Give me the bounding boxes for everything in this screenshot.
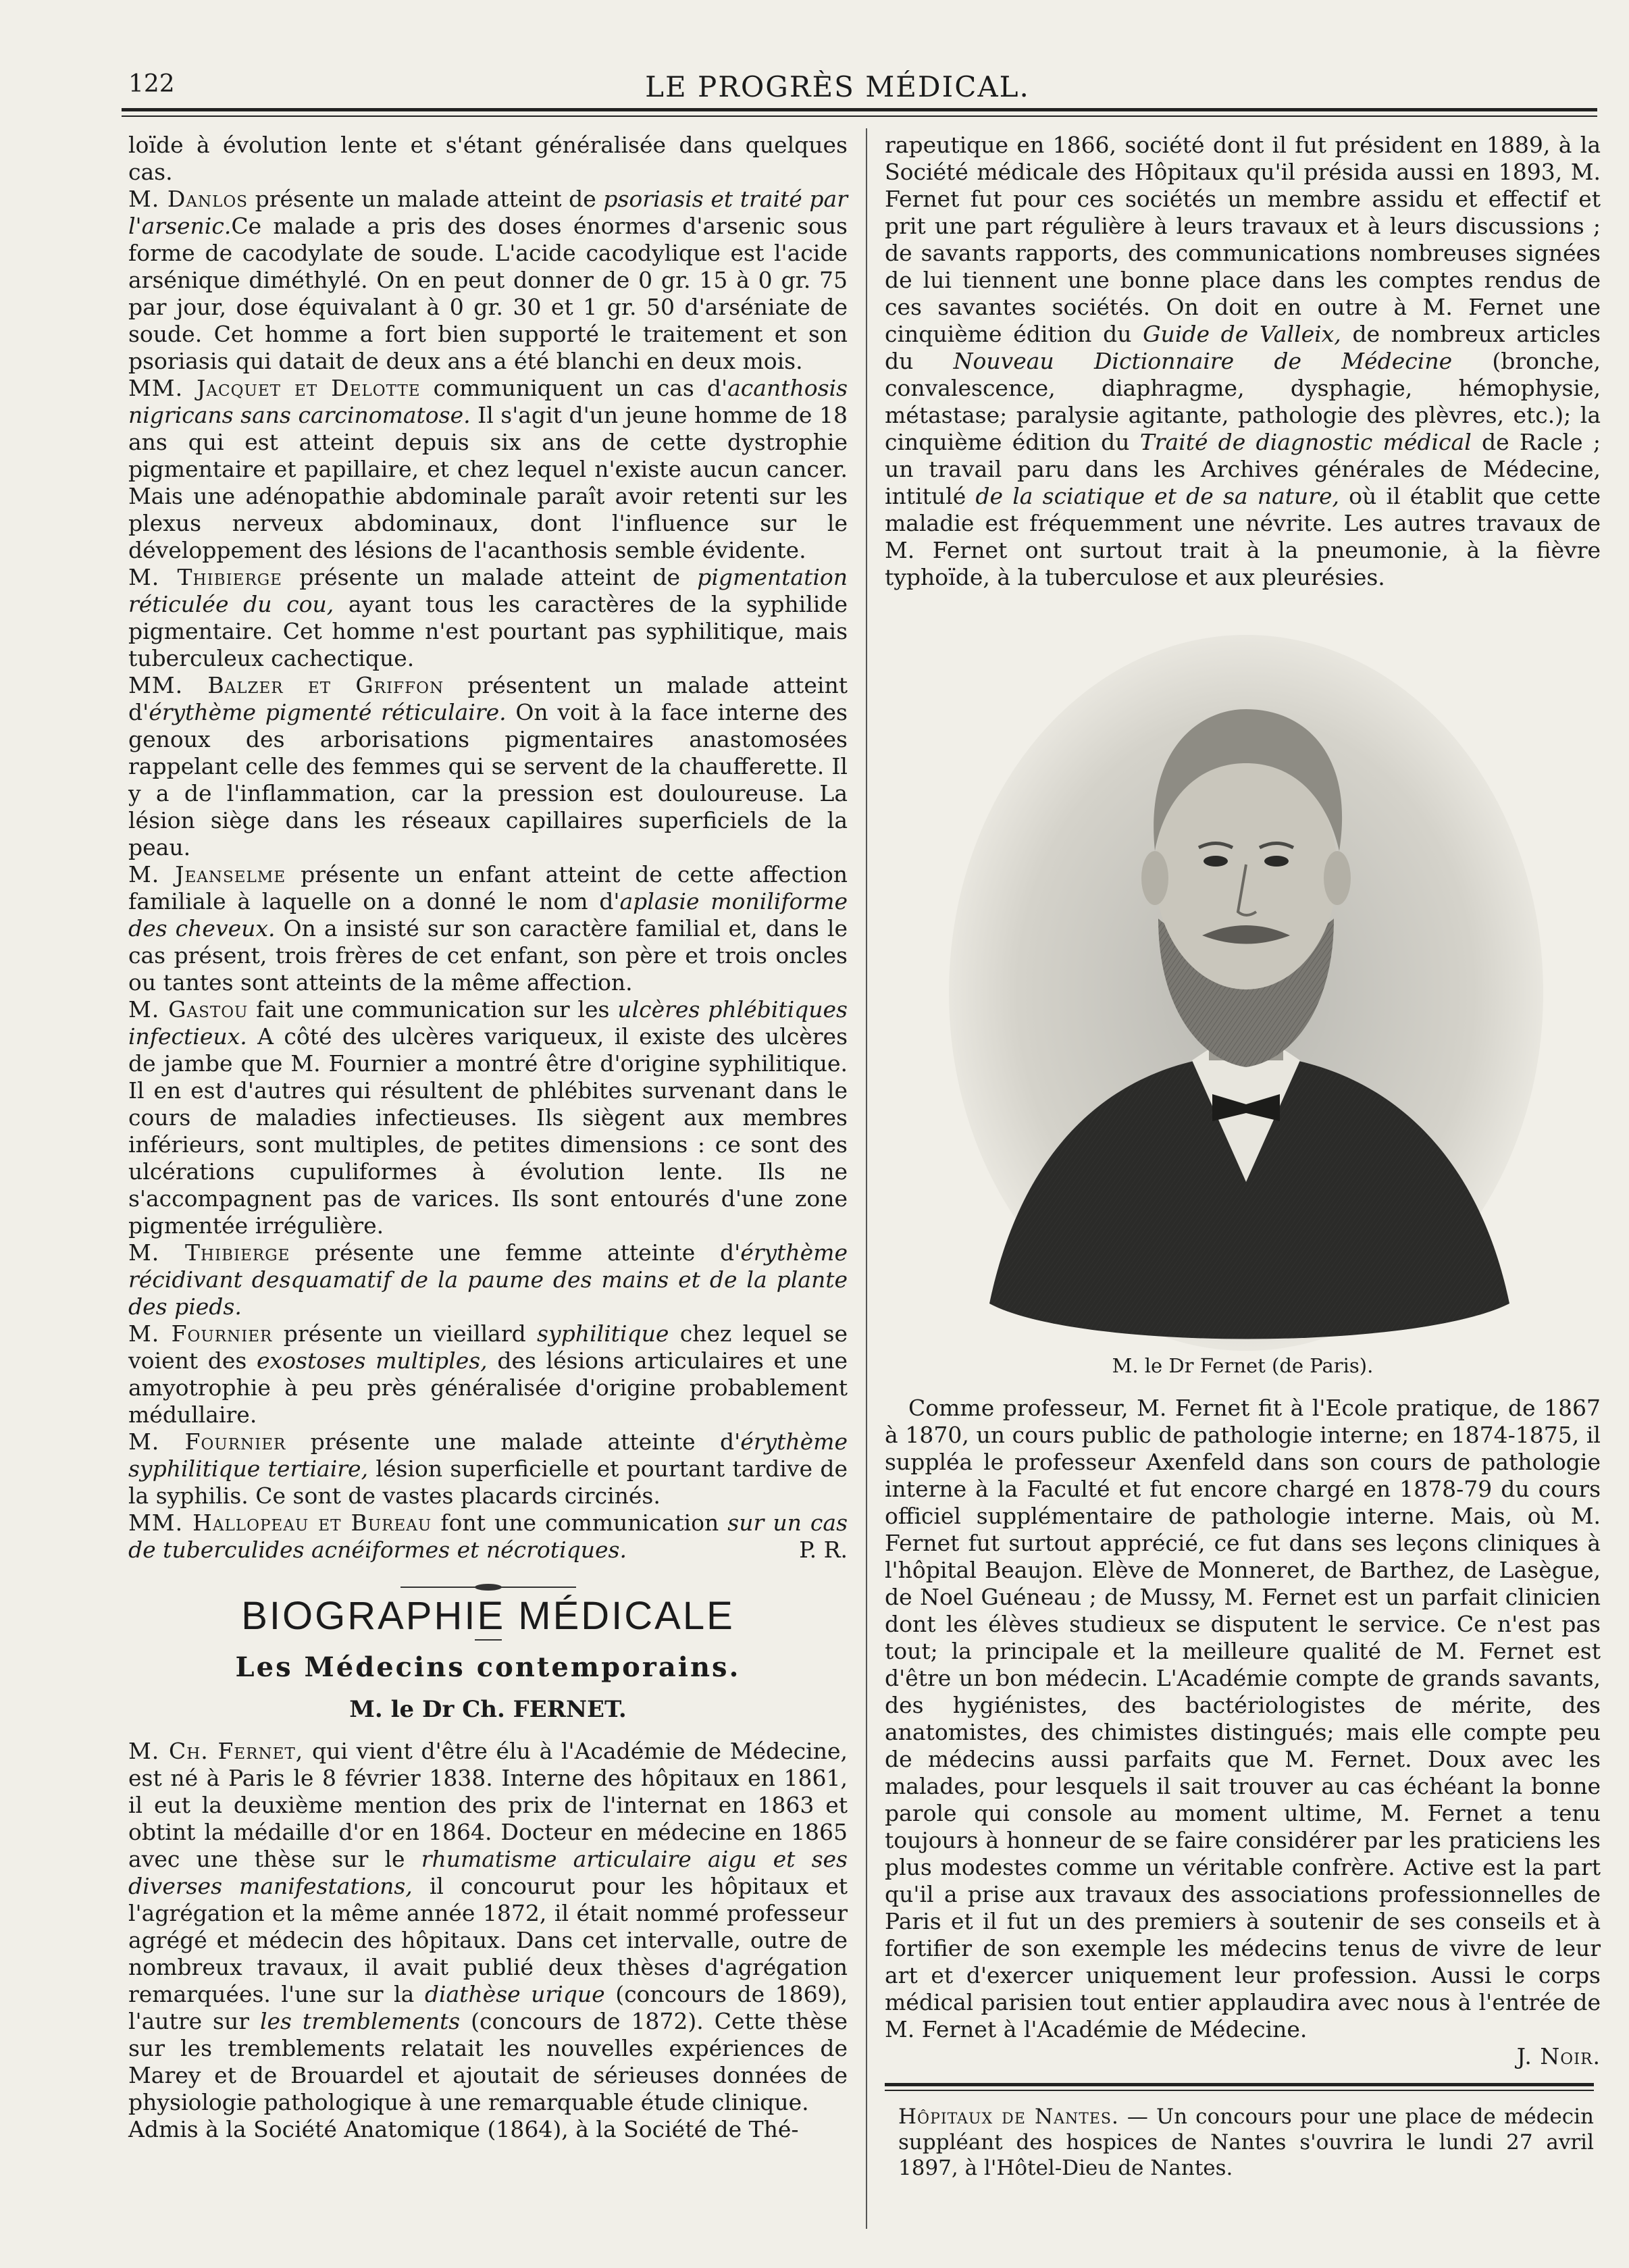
text: ayant tous les caractères de la syphilide pigmentaire. Cet homme n'est pourtant pas syphilitique, mais tuberculeux cachectique.	[128, 591, 848, 671]
text: Ce malade a pris des doses énormes d'arsenic sous forme de cacodylate de soude. L'acide cacodylique est l'acide arsénique diméthylé. On en peut donner de 0 gr. 15 à 0 gr. 75 par jour, dose équivalant à 0 gr. 30 et 1 gr. 50 d'arséniate de soude. Cet homme a fort bien supporté le traitement et son psoriasis qui datait de deux ans a été blanchi en deux mois.	[128, 213, 848, 374]
text: Il s'agit d'un jeune homme de 18 ans qui est atteint depuis six ans de cette dystrophie pigmentaire et papillaire, et chez lequel n'existe aucun cancer. Mais une adénopathie abdominale paraît avoir retenti sur les plexus nerveux abdominaux, dont l'influence sur le développement des lésions de l'acanthosis semble évidente.	[128, 402, 848, 563]
italic-text: diathèse urique	[424, 1981, 605, 2007]
paragraph-danlos	[128, 186, 848, 375]
section-title: BIOGRAPHIE MÉDICALE	[241, 1594, 735, 1638]
author-name: M. Fournier	[128, 1428, 286, 1455]
italic-text: rhumatisme articulaire aigu et ses diverses manifestations,	[128, 1846, 848, 1899]
italic-text: érythème syphilitique tertiaire,	[128, 1428, 848, 1482]
paragraph-jeanselme	[128, 861, 848, 996]
text: présente une femme atteinte d'	[290, 1239, 741, 1266]
italic-text: érythème pigmenté réticulaire.	[149, 699, 507, 725]
text: présente un malade atteint de	[282, 564, 698, 590]
text: de Racle ; un travail paru dans les Archives générales de Médecine, intitulé	[885, 429, 1601, 509]
header-rule-thin	[122, 115, 1597, 117]
news-text: — Un concours pour une place de médecin suppléant des hospices de Nantes s'ouvrira le lundi 27 avril 1897, à l'Hôtel-Dieu de Nantes.	[898, 2105, 1594, 2180]
italic-text: les tremblements	[259, 2008, 461, 2034]
italic-text: syphilitique	[537, 1320, 669, 1347]
right-column-top	[885, 132, 1601, 591]
text: A côté des ulcères variqueux, il existe des ulcères de jambe que M. Fournier a montré être d'origine syphilitique. Il en est d'autres qui résultent de phlébites survenant dans le cours de maladies infectieuses. Ils siègent aux membres inférieurs, sont multiples, de petites dimensions : ce sont des ulcérations cupuliformes à évolution lente. Ils ne s'accompagnent pas de varices. Ils sont entourés d'une zone pigmentée irrégulière.	[128, 1023, 848, 1239]
italic-text: érythème récidivant desquamatif de la paume des mains et de la plante des pieds.	[128, 1239, 848, 1320]
author-name: M. Jeanselme	[128, 861, 286, 887]
text: lésion superficielle et pourtant tardive de la syphilis. Ce sont de vastes placards circinés.	[128, 1455, 848, 1509]
author-name: M. Danlos	[128, 186, 248, 212]
text: où il établit que cette maladie est fréquemment une névrite. Les autres travaux de M. Fernet ont surtout trait à la pneumonie, à la fièvre typhoïde, à la tuberculose et aux pleurésies.	[885, 483, 1601, 590]
text: présente une malade atteinte d'	[286, 1428, 741, 1455]
italic-text: de la sciatique et de sa nature,	[975, 483, 1339, 509]
news-item-nantes	[898, 2104, 1594, 2181]
text: (bronche, convalescence, diaphragme, dysphagie, hémophysie, métastase; paralysie agitante, pathologie des plèvres, etc.); la cinquième édition du	[885, 348, 1601, 455]
text: On a insisté sur son caractère familial et, dans le cas présent, trois frères de cet enfant, son père et trois oncles ou tantes sont atteints de la même affection.	[128, 915, 848, 996]
portrait-engraving	[942, 628, 1550, 1358]
portrait-illustration	[942, 628, 1550, 1358]
text: présente un vieillard	[272, 1320, 538, 1347]
author-name: M. Thibierge	[128, 564, 282, 590]
news-rule-thin	[885, 2090, 1594, 2091]
paragraph-thibierge-2	[128, 1239, 848, 1320]
paragraph-biography	[128, 1738, 848, 2116]
author-name: MM. Balzer et Griffon	[128, 672, 444, 698]
text: (concours de 1872). Cette thèse sur les tremblements relatait les nouvelles expériences de Marey et de Brouardel et ajoutait de sérieuses données de physiologie pathologique à une remarquable étude clinique.	[128, 2008, 848, 2115]
paragraph-gastou	[128, 996, 848, 1239]
article-subtitle: Les Médecins contemporains.	[235, 1651, 741, 1683]
text: (concours de 1869), l'autre sur	[128, 1981, 848, 2034]
text: présente un enfant atteint de cette affection familiale à laquelle on a donné le nom d'	[128, 861, 848, 914]
portrait-caption: M. le Dr Fernet (de Paris).	[1112, 1354, 1374, 1377]
paragraph-fournier-2	[128, 1428, 848, 1510]
italic-text: pigmentation réticulée du cou,	[128, 564, 848, 617]
text: de nombreux articles du	[885, 321, 1601, 374]
italic-text: sur un cas de tuberculides acnéiformes et nécrotiques.	[128, 1510, 848, 1563]
article-heading: M. le Dr Ch. FERNET.	[349, 1696, 627, 1723]
news-rule	[885, 2083, 1594, 2086]
italic-text: psoriasis et traité par l'arsenic.	[128, 186, 848, 239]
text: présente un malade atteint de	[247, 186, 604, 212]
paragraph-continuation: loïde à évolution lente et s'étant généralisée dans quelques cas.	[128, 132, 848, 185]
author-name: MM. Hallopeau et Bureau	[128, 1510, 432, 1536]
subject-name: M. Ch. Fernet,	[128, 1738, 304, 1764]
section-ornament	[400, 1584, 576, 1591]
paragraph-biography-end: Admis à la Société Anatomique (1864), à la Société de Thé-	[128, 2116, 799, 2142]
signature-initials: P. R.	[799, 1537, 848, 1563]
page-number: 122	[128, 70, 175, 98]
right-column-bottom	[885, 1395, 1601, 2070]
text: communiquent un cas d'	[420, 375, 728, 401]
text: présentent un malade atteint d'	[128, 672, 848, 725]
italic-text: Traité de diagnostic médical	[1139, 429, 1472, 455]
left-column	[128, 132, 848, 2143]
italic-text: Nouveau Dictionnaire de Médecine	[953, 348, 1453, 374]
short-rule	[475, 1639, 502, 1641]
author-signature: J. Noir.	[1516, 2043, 1601, 2069]
text: fait une communication sur les	[248, 996, 618, 1023]
author-name: M. Gastou	[128, 996, 249, 1023]
text: rapeutique en 1866, société dont il fut président en 1889, à la Société médicale des Hôpitaux qu'il présida aussi en 1893, M. Fernet fut pour ces sociétés un membre assidu et effectif et prit une part régulière à leurs travaux et à leurs discussions ; de savants rapports, des communications nombreuses signées de lui tiennent une bonne place dans les comptes rendus de ces savantes sociétés. On doit en outre à M. Fernet une cinquième édition du	[885, 132, 1601, 347]
signature	[885, 2043, 1601, 2070]
journal-title: LE PROGRÈS MÉDICAL.	[645, 70, 1030, 103]
author-name: MM. Jacquet et Delotte	[128, 375, 421, 401]
header-rule	[122, 108, 1597, 111]
author-name: M. Fournier	[128, 1320, 273, 1347]
text: qui vient d'être élu à l'Académie de Médecine, est né à Paris le 8 février 1838. Interne des hôpitaux en 1861, il eut la deuxième mention des prix de l'internat en 1863 et obtint la médaille d'or en 1864. Docteur en médecine en 1865 avec une thèse sur le	[128, 1738, 848, 1872]
text: font une communication	[432, 1510, 728, 1536]
news-heading: Hôpitaux de Nantes.	[898, 2105, 1119, 2129]
paragraph-hallopeau	[128, 1510, 848, 1564]
paragraph-balzer	[128, 672, 848, 861]
author-name: M. Thibierge	[128, 1239, 290, 1266]
paragraph-biography-continued	[885, 132, 1601, 591]
column-divider	[866, 128, 867, 2229]
paragraph-jacquet	[128, 375, 848, 564]
italic-text: acanthosis nigricans sans carcinomatose.	[128, 375, 848, 428]
text: On voit à la face interne des genoux des arborisations pigmentaires anastomosées rappelant celle des femmes qui se servent de la chaufferette. Il y a de l'inflammation, car la pression est douloureuse. La lésion siège dans les réseaux capillaires superficiels de la peau.	[128, 699, 848, 860]
text: chez lequel se voient des	[128, 1320, 848, 1374]
paragraph-professeur: Comme professeur, M. Fernet fit à l'Ecole pratique, de 1867 à 1870, un cours public de pathologie interne; en 1874-1875, il suppléa le professeur Axenfeld dans son cours de pathologie interne à la Faculté et fut encore chargé en 1878-79 du cours officiel supplémentaire de pathologie interne. Mais, où M. Fernet fut surtout apprécié, ce fut dans ses leçons cliniques à l'hôpital Beaujon. Elève de Monneret, de Barthez, de Lasègue, de Noel Guéneau ; de Mussy, M. Fernet est un parfait clinicien dont les élèves studieux se disputent le service. Ce n'est pas tout; la principale et la meilleure qualité de M. Fernet est d'être un bon médecin. L'Académie compte de grands savants, des hygiénistes, des bactériologistes de mérite, des anatomistes, des chimistes distingués; mais elle compte peu de médecins aussi parfaits que M. Fernet. Doux avec les malades, pour lesquels il sait trouver au cas échéant la bonne parole qui console au moment ultime, M. Fernet a tenu toujours à honneur de se faire considérer par les praticiens les plus modestes comme un véritable confrère. Active est la part qu'il a prise aux travaux des associations professionnelles de Paris et il fut un des premiers à soutenir de ses conseils et à fortifier de son exemple les médecins tenus de vivre de leur art et d'exercer uniquement leur profession. Aussi le corps médical parisien tout entier applaudira avec nous à l'entrée de M. Fernet à l'Académie de Médecine.	[885, 1395, 1601, 2042]
paragraph-fournier-1	[128, 1320, 848, 1428]
text: il concourut pour les hôpitaux et l'agrégation et la même année 1872, il était nommé professeur agrégé et médecin des hôpitaux. Dans cet intervalle, outre de nombreux travaux, il avait publié deux thèses d'agrégation remarquées. l'une sur la	[128, 1873, 848, 2007]
italic-text: ulcères phlébitiques infectieux.	[128, 996, 848, 1050]
text: des lésions articulaires et une amyotrophie à peu près généralisée d'origine probablement médullaire.	[128, 1347, 848, 1428]
italic-text: exostoses multiples,	[257, 1347, 488, 1374]
italic-text: Guide de Valleix,	[1143, 321, 1341, 347]
paragraph-thibierge-1	[128, 564, 848, 672]
italic-text: aplasie moniliforme des cheveux.	[128, 888, 848, 942]
